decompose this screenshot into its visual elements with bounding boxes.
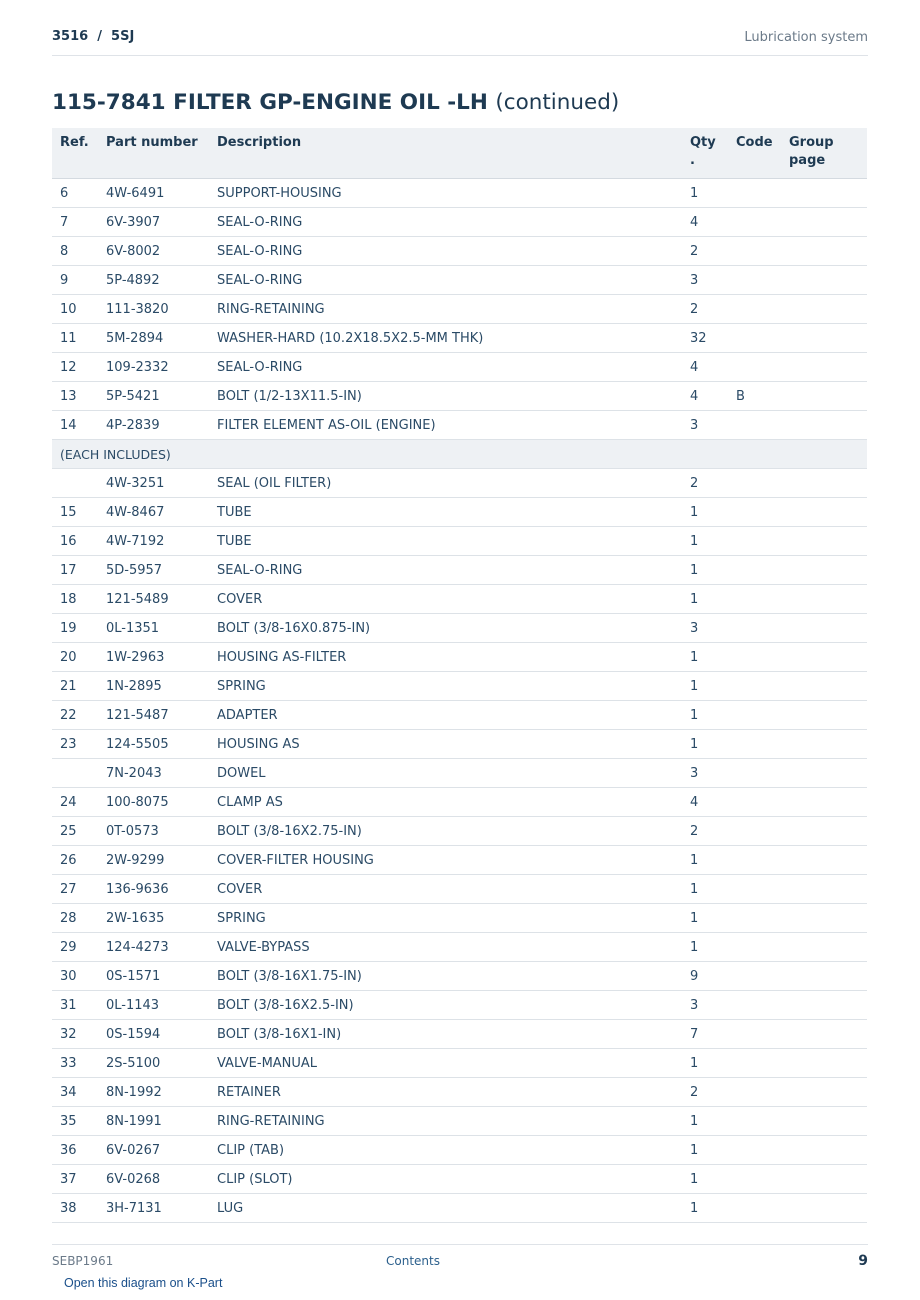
description-cell: WASHER-HARD (10.2X18.5X2.5-MM THK) [209,324,682,353]
group-page-cell [781,1107,867,1136]
ref-cell: 37 [52,1165,98,1194]
description-cell: FILTER ELEMENT AS-OIL (ENGINE) [209,411,682,440]
qty-cell: 2 [682,1078,728,1107]
qty-cell: 32 [682,324,728,353]
description-cell: RING-RETAINING [209,1107,682,1136]
group-page-cell [781,585,867,614]
part-number-cell: 2W-1635 [98,904,209,933]
qty-cell: 1 [682,1107,728,1136]
description-cell: RETAINER [209,1078,682,1107]
ref-cell: 28 [52,904,98,933]
qty-cell: 1 [682,1049,728,1078]
description-cell: TUBE [209,527,682,556]
code-cell [728,1049,781,1078]
table-row [52,759,867,788]
code-cell [728,353,781,382]
group-page-cell [781,1078,867,1107]
group-page-cell [781,933,867,962]
contents-link[interactable]: Contents [386,1254,440,1268]
table-row [52,614,867,643]
table-row [52,788,867,817]
code-cell [728,933,781,962]
qty-cell: 1 [682,179,728,208]
code-cell [728,208,781,237]
group-page-cell [781,324,867,353]
qty-cell: 2 [682,237,728,266]
group-page-cell [781,295,867,324]
qty-cell: 3 [682,266,728,295]
ref-cell: 9 [52,266,98,295]
part-number-cell: 136-9636 [98,875,209,904]
ref-cell: 10 [52,295,98,324]
part-number-cell: 8N-1991 [98,1107,209,1136]
table-row [52,324,867,353]
group-page-cell [781,1165,867,1194]
parts-table-body [52,179,867,1223]
qty-cell: 7 [682,1020,728,1049]
group-page-cell [781,498,867,527]
part-number-cell: 5M-2894 [98,324,209,353]
group-page-cell [781,672,867,701]
table-row [52,1049,867,1078]
part-number-cell: 3H-7131 [98,1194,209,1223]
description-cell: BOLT (1/2-13X11.5-IN) [209,382,682,411]
open-diagram-link[interactable]: Open this diagram on K-Part [64,1276,223,1290]
table-row [52,353,867,382]
ref-cell: 30 [52,962,98,991]
part-number-cell: 6V-0267 [98,1136,209,1165]
description-cell: TUBE [209,498,682,527]
group-page-cell [781,788,867,817]
ref-cell: 33 [52,1049,98,1078]
qty-cell: 4 [682,353,728,382]
code-cell [728,295,781,324]
table-row [52,1136,867,1165]
group-page-cell [781,527,867,556]
part-number-cell: 100-8075 [98,788,209,817]
qty-cell: 2 [682,295,728,324]
description-cell: BOLT (3/8-16X2.5-IN) [209,991,682,1020]
group-page-cell [781,991,867,1020]
ref-cell: 34 [52,1078,98,1107]
code-cell [728,788,781,817]
table-row [52,382,867,411]
ref-cell: 26 [52,846,98,875]
description-cell: CLAMP AS [209,788,682,817]
part-number-cell: 2W-9299 [98,846,209,875]
table-row [52,1020,867,1049]
table-row [52,875,867,904]
table-row [52,295,867,324]
code-cell [728,614,781,643]
code-cell [728,1107,781,1136]
ref-cell [52,469,98,498]
description-cell: SEAL-O-RING [209,266,682,295]
part-number-cell: 0S-1571 [98,962,209,991]
description-cell: RING-RETAINING [209,295,682,324]
part-number-cell: 6V-0268 [98,1165,209,1194]
code-cell [728,846,781,875]
ref-cell: 7 [52,208,98,237]
ref-cell: 36 [52,1136,98,1165]
part-number-cell: 0L-1351 [98,614,209,643]
part-number-cell: 4W-8467 [98,498,209,527]
code-cell [728,469,781,498]
part-number-cell: 124-4273 [98,933,209,962]
part-number-cell: 6V-3907 [98,208,209,237]
page-header [52,29,868,56]
table-row [52,411,867,440]
part-number-cell: 111-3820 [98,295,209,324]
table-row [52,904,867,933]
code-cell [728,266,781,295]
ref-cell: 11 [52,324,98,353]
ref-cell: 8 [52,237,98,266]
part-number-cell: 6V-8002 [98,237,209,266]
code-cell [728,411,781,440]
table-row [52,469,867,498]
ref-cell: 15 [52,498,98,527]
model-label: 3516 / 5SJ [52,29,135,44]
qty-cell: 3 [682,991,728,1020]
ref-cell: 13 [52,382,98,411]
table-row [52,1107,867,1136]
group-page-cell [781,469,867,498]
group-page-cell [781,962,867,991]
table-row [52,991,867,1020]
qty-cell: 4 [682,788,728,817]
code-cell [728,527,781,556]
part-number-cell: 5P-5421 [98,382,209,411]
qty-cell: 3 [682,759,728,788]
part-number-cell: 0L-1143 [98,991,209,1020]
code-cell [728,730,781,759]
group-page-cell [781,643,867,672]
part-number-cell: 1W-2963 [98,643,209,672]
group-page-cell [781,817,867,846]
part-number-cell: 121-5489 [98,585,209,614]
note-cell: (EACH INCLUDES) [52,440,867,469]
group-page-cell [781,1020,867,1049]
table-header-row [52,128,867,179]
col-ref: Ref. [52,128,98,179]
qty-cell: 1 [682,933,728,962]
ref-cell [52,759,98,788]
qty-cell: 1 [682,1136,728,1165]
col-part-number: Part number [98,128,209,179]
qty-cell: 1 [682,1165,728,1194]
description-cell: SPRING [209,904,682,933]
ref-cell: 27 [52,875,98,904]
table-row [52,701,867,730]
ref-cell: 35 [52,1107,98,1136]
part-number-cell: 4W-3251 [98,469,209,498]
ref-cell: 22 [52,701,98,730]
ref-cell: 24 [52,788,98,817]
table-row [52,237,867,266]
description-cell: VALVE-MANUAL [209,1049,682,1078]
code-cell [728,556,781,585]
part-number-cell: 4P-2839 [98,411,209,440]
code-cell [728,1078,781,1107]
description-cell: COVER-FILTER HOUSING [209,846,682,875]
table-row [52,730,867,759]
table-row [52,846,867,875]
description-cell: BOLT (3/8-16X1.75-IN) [209,962,682,991]
table-row [52,556,867,585]
table-row [52,1194,867,1223]
code-cell [728,1136,781,1165]
qty-cell: 1 [682,904,728,933]
description-cell: BOLT (3/8-16X0.875-IN) [209,614,682,643]
table-row [52,817,867,846]
group-page-cell [781,556,867,585]
section-label: Lubrication system [744,30,868,45]
part-number-cell: 0T-0573 [98,817,209,846]
description-cell: SEAL (OIL FILTER) [209,469,682,498]
code-cell [728,904,781,933]
ref-cell: 17 [52,556,98,585]
table-row [52,1078,867,1107]
group-page-cell [781,846,867,875]
description-cell: CLIP (SLOT) [209,1165,682,1194]
table-row [52,672,867,701]
part-number-cell: 8N-1992 [98,1078,209,1107]
group-page-cell [781,411,867,440]
table-row [52,1165,867,1194]
code-cell [728,585,781,614]
description-cell: SEAL-O-RING [209,208,682,237]
group-page-cell [781,730,867,759]
code-cell [728,875,781,904]
description-cell: COVER [209,875,682,904]
code-cell [728,1194,781,1223]
ref-cell: 19 [52,614,98,643]
part-number-cell: 5P-4892 [98,266,209,295]
table-row [52,933,867,962]
code-cell [728,962,781,991]
part-number-cell: 109-2332 [98,353,209,382]
code-cell [728,498,781,527]
description-cell: HOUSING AS [209,730,682,759]
ref-cell: 31 [52,991,98,1020]
table-row [52,208,867,237]
col-code: Code [728,128,781,179]
qty-cell: 1 [682,527,728,556]
ref-cell: 16 [52,527,98,556]
table-row [52,643,867,672]
ref-cell: 38 [52,1194,98,1223]
part-number-cell: 0S-1594 [98,1020,209,1049]
description-cell: CLIP (TAB) [209,1136,682,1165]
table-row [52,585,867,614]
code-cell [728,1165,781,1194]
description-cell: COVER [209,585,682,614]
table-row [52,179,867,208]
group-page-cell [781,1136,867,1165]
part-number-cell: 5D-5957 [98,556,209,585]
group-page-cell [781,875,867,904]
code-cell [728,672,781,701]
group-page-cell [781,1194,867,1223]
description-cell: SEAL-O-RING [209,353,682,382]
description-cell: BOLT (3/8-16X1-IN) [209,1020,682,1049]
part-number-cell: 7N-2043 [98,759,209,788]
description-cell: BOLT (3/8-16X2.75-IN) [209,817,682,846]
group-page-cell [781,353,867,382]
ref-cell: 23 [52,730,98,759]
table-row [52,498,867,527]
code-cell [728,759,781,788]
col-group-page: Group page [781,128,867,179]
part-number-cell: 1N-2895 [98,672,209,701]
page-footer [52,1244,868,1269]
description-cell: SUPPORT-HOUSING [209,179,682,208]
col-description: Description [209,128,682,179]
code-cell [728,991,781,1020]
title-suffix: (continued) [495,90,620,115]
code-cell [728,701,781,730]
group-page-cell [781,701,867,730]
description-cell: LUG [209,1194,682,1223]
part-number-cell: 4W-7192 [98,527,209,556]
part-number-cell: 2S-5100 [98,1049,209,1078]
qty-cell: 1 [682,846,728,875]
ref-cell: 6 [52,179,98,208]
group-page-cell [781,1049,867,1078]
description-cell: ADAPTER [209,701,682,730]
part-number-cell: 124-5505 [98,730,209,759]
qty-cell: 3 [682,614,728,643]
group-page-cell [781,179,867,208]
part-number-cell: 121-5487 [98,701,209,730]
title-main: 115-7841 FILTER GP-ENGINE OIL -LH [52,90,488,115]
group-page-cell [781,382,867,411]
qty-cell: 9 [682,962,728,991]
description-cell: SPRING [209,672,682,701]
table-row [52,266,867,295]
description-cell: HOUSING AS-FILTER [209,643,682,672]
qty-cell: 1 [682,730,728,759]
qty-cell: 2 [682,469,728,498]
code-cell [728,817,781,846]
qty-cell: 2 [682,817,728,846]
ref-cell: 25 [52,817,98,846]
ref-cell: 29 [52,933,98,962]
document-id: SEBP1961 [52,1254,114,1268]
group-page-cell [781,904,867,933]
qty-cell: 1 [682,875,728,904]
ref-cell: 14 [52,411,98,440]
code-cell [728,179,781,208]
qty-cell: 1 [682,585,728,614]
code-cell [728,1020,781,1049]
qty-cell: 1 [682,672,728,701]
code-cell: B [728,382,781,411]
group-page-cell [781,266,867,295]
qty-cell: 1 [682,1194,728,1223]
description-cell: VALVE-BYPASS [209,933,682,962]
group-page-cell [781,614,867,643]
qty-cell: 1 [682,556,728,585]
code-cell [728,324,781,353]
qty-cell: 1 [682,498,728,527]
page-number: 9 [858,1253,868,1269]
description-cell: SEAL-O-RING [209,556,682,585]
ref-cell: 21 [52,672,98,701]
qty-cell: 1 [682,643,728,672]
group-page-cell [781,759,867,788]
ref-cell: 20 [52,643,98,672]
table-row [52,962,867,991]
ref-cell: 12 [52,353,98,382]
qty-cell: 4 [682,382,728,411]
qty-cell: 4 [682,208,728,237]
part-number-cell: 4W-6491 [98,179,209,208]
table-row [52,527,867,556]
parts-table [52,128,867,1223]
qty-cell: 3 [682,411,728,440]
code-cell [728,237,781,266]
code-cell [728,643,781,672]
description-cell: DOWEL [209,759,682,788]
description-cell: SEAL-O-RING [209,237,682,266]
group-page-cell [781,237,867,266]
ref-cell: 32 [52,1020,98,1049]
page-title [52,90,619,115]
qty-cell: 1 [682,701,728,730]
col-qty: Qty . [682,128,728,179]
ref-cell: 18 [52,585,98,614]
group-page-cell [781,208,867,237]
table-note-row [52,440,867,469]
